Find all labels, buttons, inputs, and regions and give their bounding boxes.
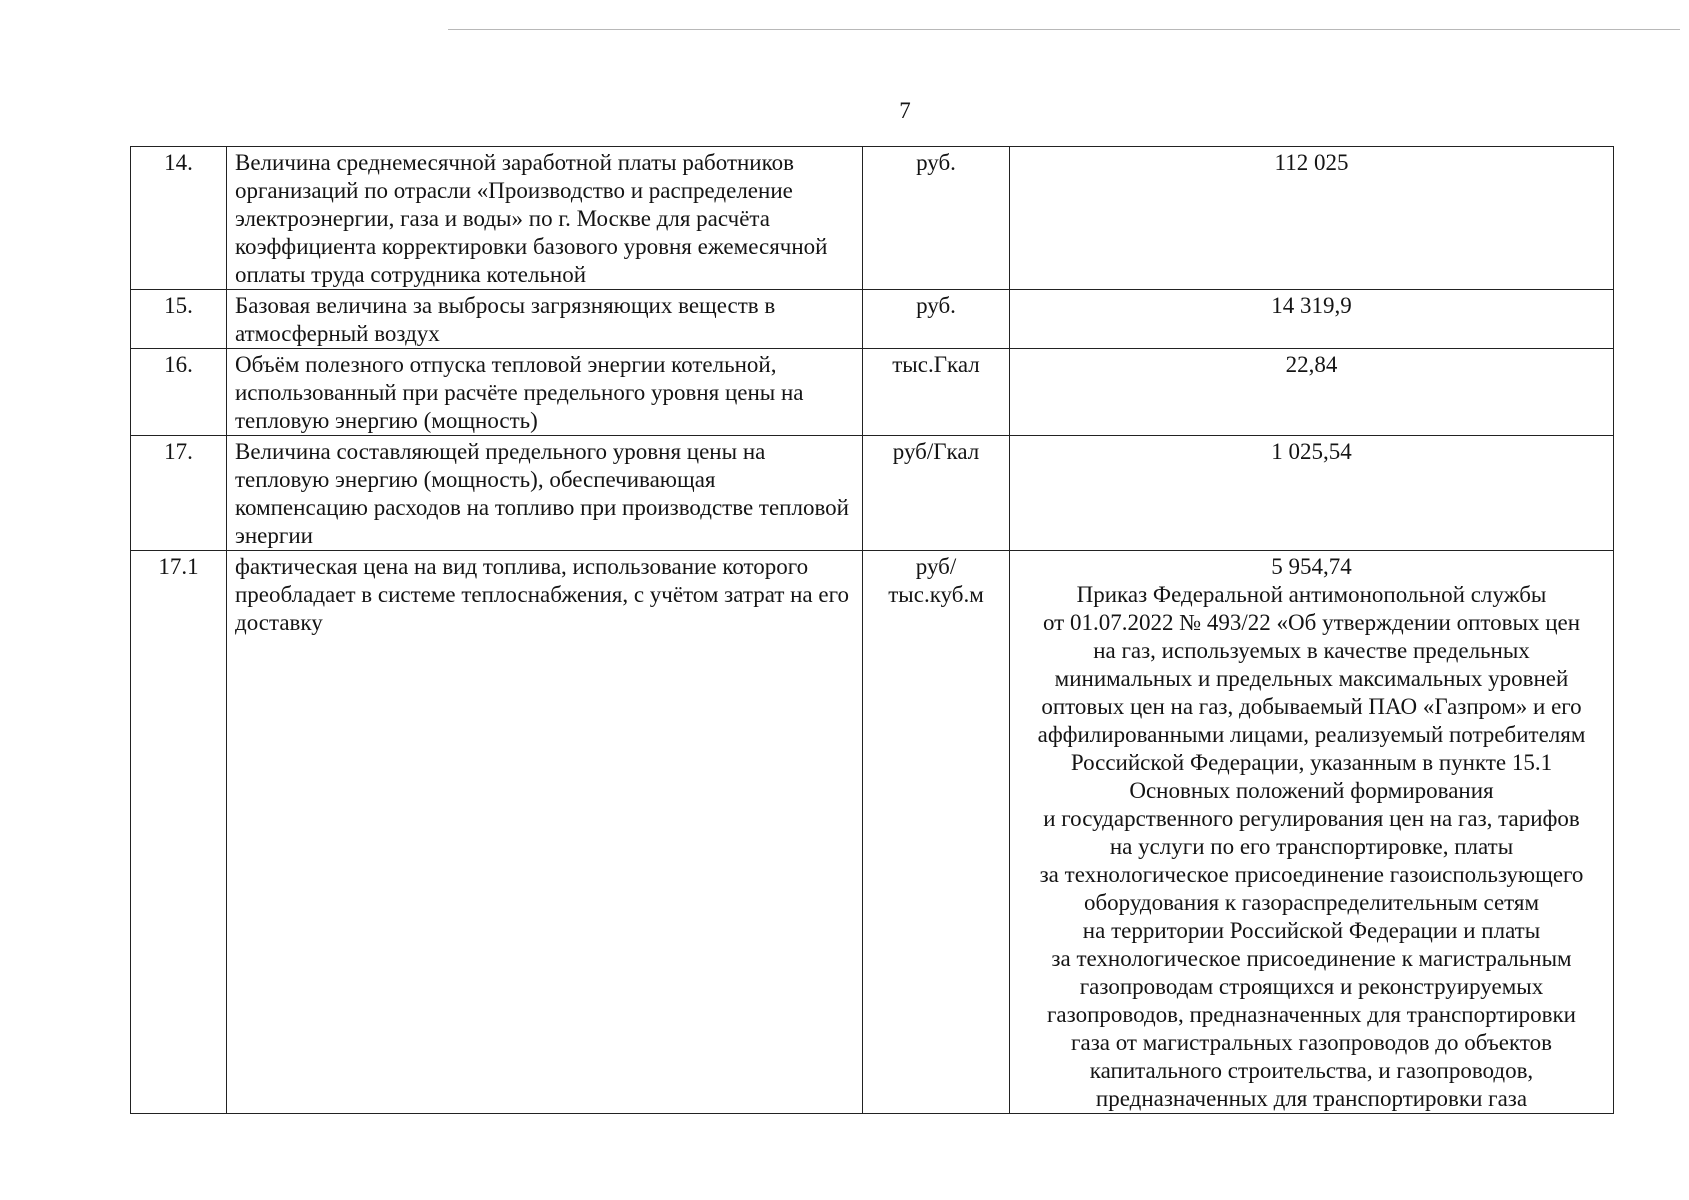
source-note-line: Российской Федерации, указанным в пункте 15.1 [1070, 750, 1553, 775]
table-row [131, 436, 1614, 551]
table-row [131, 551, 1614, 1114]
row-number: 17.1 [131, 551, 227, 1114]
table-row [131, 349, 1614, 436]
source-note-line: за технологическое присоединение к магистральным [1051, 946, 1572, 971]
source-note-line: от 01.07.2022 № 493/22 «Об утверждении оптовых цен [1042, 610, 1581, 635]
row-description: Величина среднемесячной заработной платы работников организаций по отрасли «Производство и распределение электроэнергии, газа и воды» по г. Москве для расчёта коэффициента корректировки базового уровня ежемесячной оплаты труда сотрудника котельной [227, 147, 863, 290]
source-note-line: на газ, используемых в качестве предельных [1093, 638, 1530, 663]
source-note-line: и государственного регулирования цен на газ, тарифов [1043, 806, 1580, 831]
source-note-line: на территории Российской Федерации и платы [1082, 918, 1541, 943]
row-unit: руб. [863, 147, 1010, 290]
source-note-line: оборудования к газораспределительным сетям [1083, 890, 1540, 915]
row-value: 1 025,54 [1010, 436, 1614, 551]
source-order-note [1018, 581, 1605, 1113]
source-note-line: газа от магистральных газопроводов до объектов [1071, 1030, 1552, 1055]
row-value: 22,84 [1010, 349, 1614, 436]
row-number: 16. [131, 349, 227, 436]
source-note-line: оптовых цен на газ, добываемый ПАО «Газпром» и его [1041, 694, 1582, 719]
source-note-line: Приказ Федеральной антимонопольной службы [1076, 582, 1547, 607]
source-note-line: газопроводам строящихся и реконструируемых [1079, 974, 1544, 999]
parameters-table [130, 146, 1614, 1114]
row-unit: руб/Гкал [863, 436, 1010, 551]
row-value: 112 025 [1010, 147, 1614, 290]
row-description: фактическая цена на вид топлива, использование которого преобладает в системе теплоснабжения, с учётом затрат на его доставку [227, 551, 863, 1114]
page-number: 7 [899, 98, 911, 123]
row-unit: тыс.Гкал [863, 349, 1010, 436]
row-unit: руб. [863, 290, 1010, 349]
row-description: Величина составляющей предельного уровня цены на тепловую энергию (мощность), обеспечивающая компенсацию расходов на топливо при производстве тепловой энергии [227, 436, 863, 551]
table-row [131, 290, 1614, 349]
row-value: 5 954,74 [1271, 554, 1352, 579]
source-note-line: газопроводов, предназначенных для транспортировки [1047, 1002, 1576, 1027]
row-value-with-source [1010, 551, 1614, 1114]
source-note-line: предназначенных для транспортировки газа [1095, 1086, 1528, 1111]
table-row [131, 147, 1614, 290]
source-note-line: минимальных и предельных максимальных уровней [1054, 666, 1569, 691]
source-note-line: аффилированными лицами, реализуемый потребителям [1037, 722, 1586, 747]
scan-top-rule [448, 29, 1680, 30]
row-number: 17. [131, 436, 227, 551]
source-note-line: Основных положений формирования [1129, 778, 1494, 803]
row-description: Объём полезного отпуска тепловой энергии котельной, использованный при расчёте предельного уровня цены на тепловую энергию (мощность) [227, 349, 863, 436]
source-note-line: за технологическое присоединение газоиспользующего [1039, 862, 1584, 887]
row-unit: руб/ тыс.куб.м [863, 551, 1010, 1114]
source-note-line: капитального строительства, и газопроводов, [1089, 1058, 1534, 1083]
row-value: 14 319,9 [1010, 290, 1614, 349]
row-number: 15. [131, 290, 227, 349]
source-note-line: на услуги по его транспортировке, платы [1109, 834, 1514, 859]
row-number: 14. [131, 147, 227, 290]
row-description: Базовая величина за выбросы загрязняющих веществ в атмосферный воздух [227, 290, 863, 349]
